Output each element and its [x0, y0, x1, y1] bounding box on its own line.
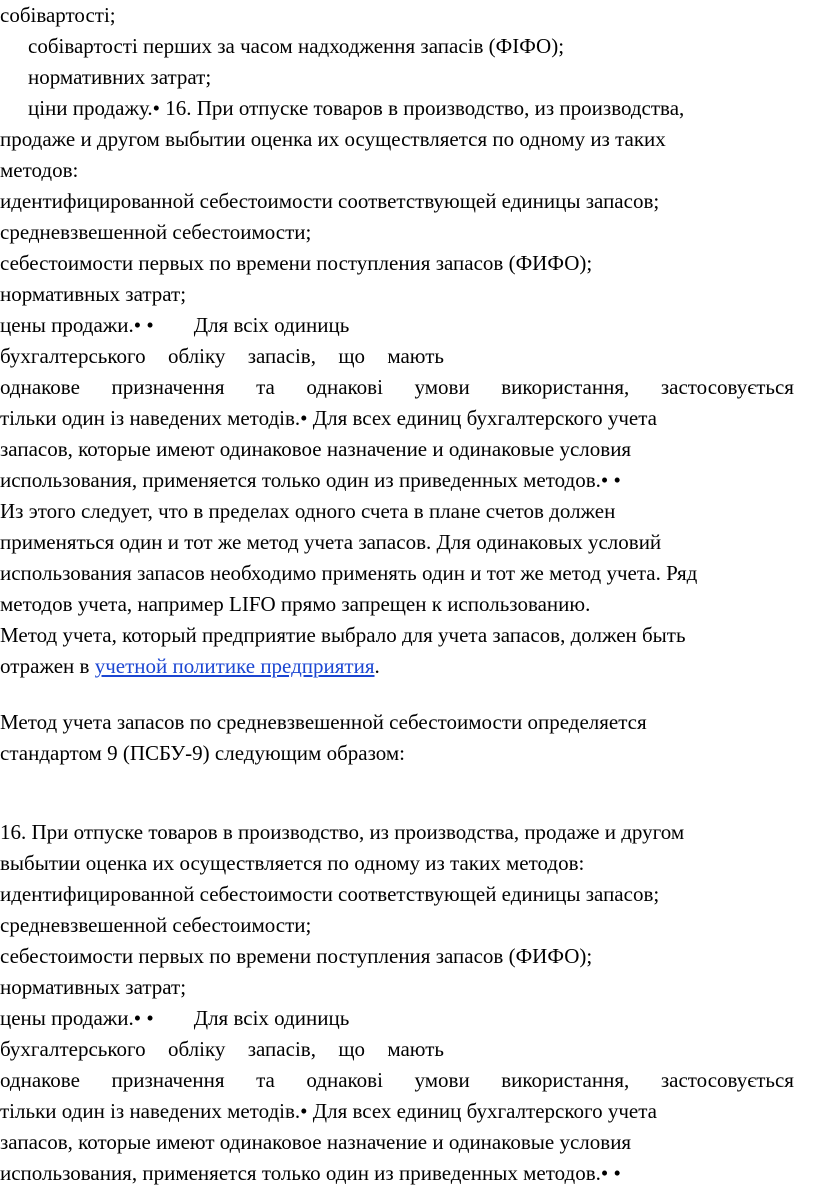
- word: однакові: [306, 1068, 383, 1092]
- word: однакове: [0, 375, 80, 399]
- text-line: средневзвешенной себестоимости;: [0, 220, 312, 244]
- text-line: идентифицированной себестоимости соответствующей единицы запасов;: [0, 882, 660, 906]
- text-line: стандартом 9 (ПСБУ-9) следующим образом:: [0, 741, 405, 765]
- word: мають: [387, 1037, 444, 1061]
- text-line: Из этого следует, что в пределах одного счета в плане счетов должен: [0, 499, 616, 523]
- text-fragment: Для всіх одиниць: [193, 1006, 350, 1030]
- text-line: средневзвешенной себестоимости;: [0, 913, 312, 937]
- text-line: ціни продажу.• 16. При отпуске товаров в производство, из производства,: [28, 96, 685, 120]
- word: обліку: [167, 344, 226, 368]
- text-line: себестоимости первых по времени поступления запасов (ФИФО);: [0, 944, 593, 968]
- word: однакові: [306, 375, 383, 399]
- text-line: использования, применяется только один из приведенных методов.• •: [0, 1161, 621, 1185]
- word: та: [256, 375, 275, 399]
- word: призначення: [111, 375, 225, 399]
- text-fragment: отражен в: [0, 654, 95, 678]
- word: використання,: [501, 375, 630, 399]
- text-line: [0, 651, 816, 682]
- text-line: использования запасов необходимо применять один и тот же метод учета. Ряд: [0, 561, 698, 585]
- justified-line: [0, 1034, 444, 1065]
- text-line: использования, применяется только один из приведенных методов.• •: [0, 468, 621, 492]
- text-line: запасов, которые имеют одинаковое назначение и одинаковые условия: [0, 1130, 632, 1154]
- text-line: 16. При отпуске товаров в производство, из производства, продаже и другом: [0, 820, 685, 844]
- text-line: Метод учета запасов по средневзвешенной себестоимости определяется: [0, 710, 647, 734]
- text-line: нормативних затрат;: [28, 65, 212, 89]
- text-line: методов учета, например LIFO прямо запрещен к использованию.: [0, 592, 591, 616]
- word: використання,: [501, 1068, 630, 1092]
- text-line: запасов, которые имеют одинаковое назначение и одинаковые условия: [0, 437, 632, 461]
- word: умови: [414, 375, 470, 399]
- word: бухгалтерського: [0, 1037, 146, 1061]
- word: та: [256, 1068, 275, 1092]
- text-line: тільки один із наведених методів.• Для всех единиц бухгалтерского учета: [0, 1099, 657, 1123]
- word: запасів,: [247, 1037, 316, 1061]
- text-line: применяться один и тот же метод учета запасов. Для одинаковых условий: [0, 530, 662, 554]
- word: запасів,: [247, 344, 316, 368]
- text-fragment: цены продажи.• •: [0, 1006, 154, 1030]
- word: застосовується: [660, 375, 794, 399]
- text-fragment: Для всіх одиниць: [193, 313, 350, 337]
- word: бухгалтерського: [0, 344, 146, 368]
- text-line: себестоимости первых по времени поступления запасов (ФИФО);: [0, 251, 593, 275]
- word: що: [338, 344, 365, 368]
- justified-line: [0, 372, 794, 403]
- word: призначення: [111, 1068, 225, 1092]
- text-line: Метод учета, который предприятие выбрало для учета запасов, должен быть: [0, 623, 686, 647]
- word: однакове: [0, 1068, 80, 1092]
- text-line: [0, 310, 816, 341]
- text-line: нормативных затрат;: [0, 975, 187, 999]
- text-line: собівартості перших за часом надходження запасів (ФІФО);: [28, 34, 565, 58]
- text-fragment: цены продажи.• •: [0, 313, 154, 337]
- word: застосовується: [660, 1068, 794, 1092]
- text-line: идентифицированной себестоимости соответствующей единицы запасов;: [0, 189, 660, 213]
- word: що: [338, 1037, 365, 1061]
- text-line: собівартості;: [0, 3, 116, 27]
- text-line: продаже и другом выбытии оценка их осуществляется по одному из таких: [0, 127, 666, 151]
- text-line: выбытии оценка их осуществляется по одному из таких методов:: [0, 851, 585, 875]
- justified-line: [0, 341, 444, 372]
- word: мають: [387, 344, 444, 368]
- text-line: тільки один із наведених методів.• Для всех единиц бухгалтерского учета: [0, 406, 657, 430]
- text-line: нормативных затрат;: [0, 282, 187, 306]
- word: обліку: [167, 1037, 226, 1061]
- accounting-policy-link[interactable]: учетной политике предприятия: [94, 654, 375, 678]
- text-fragment: .: [374, 654, 380, 678]
- justified-line: [0, 1065, 794, 1096]
- text-line: методов:: [0, 158, 79, 182]
- word: умови: [414, 1068, 470, 1092]
- text-line: [0, 1003, 816, 1034]
